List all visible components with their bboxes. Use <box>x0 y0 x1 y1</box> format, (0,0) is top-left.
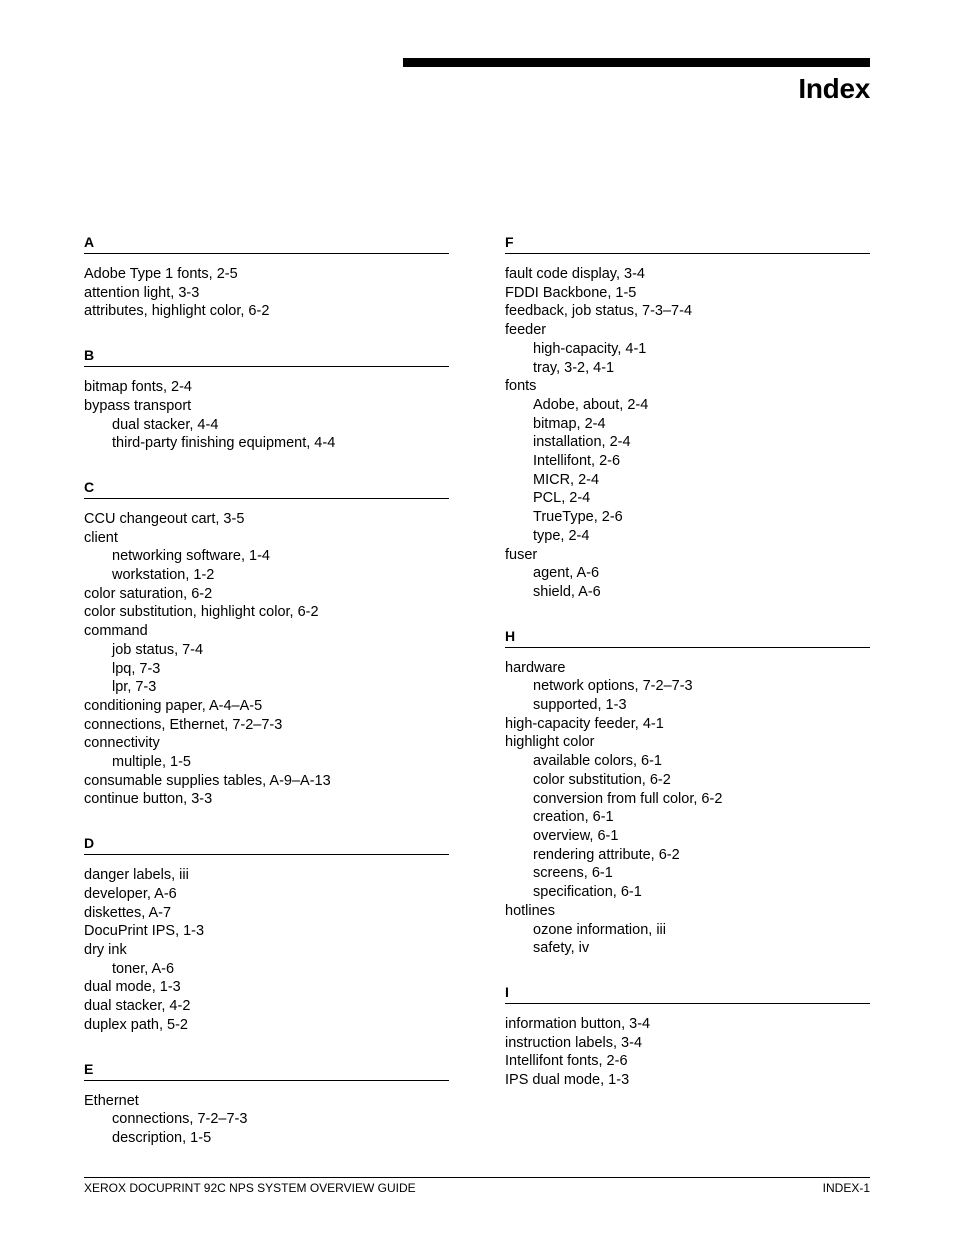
index-subentry: dual stacker, 4-4 <box>112 416 219 433</box>
index-subentry: high-capacity, 4-1 <box>533 340 647 357</box>
index-entry: connections, Ethernet, 7-2–7-3 <box>84 716 283 733</box>
index-entry: command <box>84 623 148 640</box>
index-subentry: rendering attribute, 6-2 <box>533 846 680 863</box>
index-entry: diskettes, A-7 <box>84 904 172 921</box>
section-letter-heading: E <box>84 1053 449 1081</box>
index-subentry: installation, 2-4 <box>533 434 631 451</box>
index-subentry: toner, A-6 <box>112 960 175 977</box>
index-entry: developer, A-6 <box>84 885 177 902</box>
index-entry: information button, 3-4 <box>505 1015 651 1032</box>
index-subentry: Adobe, about, 2-4 <box>533 396 649 413</box>
index-subentry: lpr, 7-3 <box>112 679 157 696</box>
index-entry: color substitution, highlight color, 6-2 <box>84 604 319 621</box>
index-subentry: PCL, 2-4 <box>533 490 591 507</box>
footer-guide-title: XEROX DOCUPRINT 92C NPS SYSTEM OVERVIEW GUIDE <box>84 1181 416 1195</box>
index-entry-list <box>505 254 870 602</box>
index-subentry: network options, 7-2–7-3 <box>533 678 693 695</box>
index-subentry: ozone information, iii <box>533 921 666 938</box>
index-entry: fault code display, 3-4 <box>505 266 645 282</box>
index-section-b <box>84 339 449 453</box>
index-entry: feeder <box>505 322 547 339</box>
index-subentry: workstation, 1-2 <box>112 567 215 584</box>
index-entry: client <box>84 529 118 546</box>
index-subentry: bitmap, 2-4 <box>533 415 606 432</box>
footer-rule <box>84 1177 870 1178</box>
index-entry: danger labels, iii <box>84 867 189 884</box>
index-entry: fonts <box>505 378 537 395</box>
index-entry: fuser <box>505 546 538 563</box>
index-entry: bypass transport <box>84 397 192 414</box>
title-rule-bar <box>403 58 870 67</box>
index-entry: Ethernet <box>84 1092 139 1109</box>
index-entry-list <box>84 254 449 321</box>
index-column-right <box>505 226 870 1108</box>
index-entry: attention light, 3-3 <box>84 284 200 301</box>
index-entry-list <box>84 1081 449 1148</box>
section-letter-heading: A <box>84 226 449 254</box>
index-section-d <box>84 827 449 1034</box>
index-subentry: type, 2-4 <box>533 527 590 544</box>
index-entry: Adobe Type 1 fonts, 2-5 <box>84 266 238 282</box>
index-subentry: available colors, 6-1 <box>533 753 662 770</box>
index-entry: hardware <box>505 659 566 676</box>
index-subentry: creation, 6-1 <box>533 809 614 826</box>
index-subentry: safety, iv <box>533 940 590 957</box>
index-entry: color saturation, 6-2 <box>84 585 213 602</box>
index-entry: Intellifont fonts, 2-6 <box>505 1053 628 1070</box>
index-entry: continue button, 3-3 <box>84 791 213 808</box>
index-entry-list <box>505 1004 870 1090</box>
index-entry: IPS dual mode, 1-3 <box>505 1072 630 1089</box>
index-subentry: shield, A-6 <box>533 583 601 600</box>
index-entry: high-capacity feeder, 4-1 <box>505 715 664 732</box>
index-entry: DocuPrint IPS, 1-3 <box>84 923 205 940</box>
index-subentry: screens, 6-1 <box>533 865 613 882</box>
index-subentry: job status, 7-4 <box>112 641 204 658</box>
index-entry-list <box>84 367 449 453</box>
index-entry: dual stacker, 4-2 <box>84 998 191 1015</box>
index-subentry: tray, 3-2, 4-1 <box>533 359 615 376</box>
section-letter-heading: I <box>505 976 870 1004</box>
index-entry: highlight color <box>505 734 595 751</box>
section-letter-heading: F <box>505 226 870 254</box>
index-section-a <box>84 226 449 321</box>
index-subentry: third-party finishing equipment, 4-4 <box>112 435 336 452</box>
index-section-e <box>84 1053 449 1148</box>
index-subentry: color substitution, 6-2 <box>533 771 671 788</box>
index-subentry: networking software, 1-4 <box>112 548 270 565</box>
page-title: Index <box>798 73 870 104</box>
index-entry: consumable supplies tables, A-9–A-13 <box>84 772 331 789</box>
section-letter-heading: C <box>84 471 449 499</box>
index-subentry: conversion from full color, 6-2 <box>533 790 723 807</box>
index-entry: feedback, job status, 7-3–7-4 <box>505 303 693 320</box>
index-entry: bitmap fonts, 2-4 <box>84 379 192 396</box>
index-entry: connectivity <box>84 735 160 752</box>
index-entry: attributes, highlight color, 6-2 <box>84 303 270 320</box>
index-subentry: connections, 7-2–7-3 <box>112 1111 248 1128</box>
section-letter-heading: H <box>505 620 870 648</box>
section-letter-heading: B <box>84 339 449 367</box>
index-entry: CCU changeout cart, 3-5 <box>84 510 245 527</box>
index-subentry: overview, 6-1 <box>533 827 619 844</box>
index-entry: instruction labels, 3-4 <box>505 1034 643 1051</box>
section-letter-heading: D <box>84 827 449 855</box>
index-entry: dual mode, 1-3 <box>84 979 181 996</box>
index-subentry: MICR, 2-4 <box>533 471 600 488</box>
index-entry-list <box>84 499 449 809</box>
index-section-c <box>84 471 449 809</box>
index-subentry: Intellifont, 2-6 <box>533 453 621 470</box>
index-subentry: agent, A-6 <box>533 565 600 582</box>
footer-page-number: INDEX-1 <box>822 1181 870 1195</box>
index-subentry: supported, 1-3 <box>533 697 627 714</box>
index-section-f <box>505 226 870 602</box>
index-section-h <box>505 620 870 958</box>
index-entry: duplex path, 5-2 <box>84 1016 188 1033</box>
index-entry: hotlines <box>505 902 555 919</box>
index-entry: FDDI Backbone, 1-5 <box>505 284 637 301</box>
index-subentry: specification, 6-1 <box>533 884 642 901</box>
index-entry-list <box>84 855 449 1034</box>
index-subentry: lpq, 7-3 <box>112 660 161 677</box>
index-entry-list <box>505 648 870 958</box>
index-subentry: TrueType, 2-6 <box>533 509 623 526</box>
index-subentry: multiple, 1-5 <box>112 754 191 771</box>
index-entry: dry ink <box>84 941 127 958</box>
index-column-left <box>84 226 449 1166</box>
index-entry: conditioning paper, A-4–A-5 <box>84 697 263 714</box>
index-subentry: description, 1-5 <box>112 1129 212 1146</box>
index-section-i <box>505 976 870 1090</box>
